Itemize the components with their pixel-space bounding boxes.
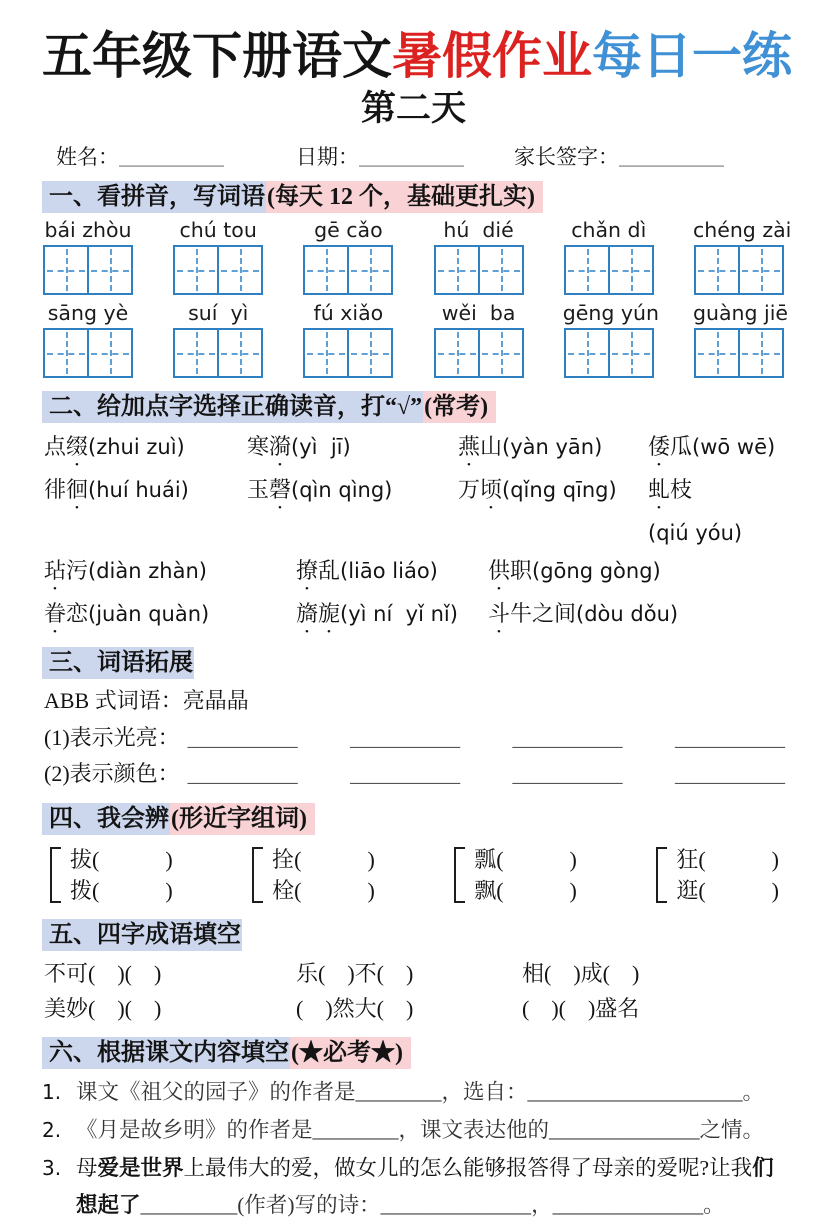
writing-grid: [563, 245, 655, 295]
grid-guide-horizontal: [568, 270, 606, 272]
signature-label: 家长签字：: [514, 145, 619, 169]
hanzi-plain: 恋: [66, 601, 89, 626]
hanzi: [458, 477, 502, 502]
pair-column: [474, 844, 577, 906]
answer-blank[interactable]: __________: [187, 761, 298, 786]
section2-heading: [42, 390, 785, 424]
hanzi-plain: 牛之间: [510, 601, 577, 626]
pair-line-top[interactable]: [474, 844, 577, 875]
hanzi: [296, 558, 340, 583]
section3-heading: [42, 646, 785, 680]
hanzi-plain: 枝: [670, 477, 693, 502]
pair-char: 栓: [272, 878, 295, 903]
answer-blank[interactable]: __________: [512, 725, 623, 750]
dotted-word-item[interactable]: [488, 595, 785, 638]
pair-column: [676, 844, 779, 906]
hanzi-dotted: 顷: [480, 477, 503, 502]
pinyin-word-group: [172, 218, 264, 295]
question-number: 1.: [42, 1080, 62, 1104]
question-text[interactable]: [76, 1156, 774, 1217]
writing-grid: [302, 328, 394, 378]
abb-example-line: ABB 式词语：亮晶晶: [44, 688, 249, 713]
dotted-word-item[interactable]: [296, 552, 488, 595]
pinyin-text: chú tou: [179, 218, 257, 242]
hanzi: [648, 477, 692, 502]
char-pair: [454, 844, 577, 906]
pair-bracket: [252, 847, 263, 903]
grid-guide-horizontal: [438, 270, 476, 272]
pinyin-text: hú dié: [443, 218, 514, 242]
pinyin-options[interactable]: (huí huái): [88, 478, 189, 502]
date-blank[interactable]: ＿＿＿＿＿: [359, 145, 464, 169]
section4-heading: [42, 802, 785, 836]
pair-bracket: [656, 847, 667, 903]
hanzi-dotted: 旖旎: [296, 601, 341, 626]
answer-blank[interactable]: __________: [674, 725, 785, 750]
hanzi-dotted: 斗: [488, 601, 511, 626]
writing-grid: [302, 245, 394, 295]
pinyin-row-2: [42, 301, 789, 378]
pair-line-top[interactable]: [272, 844, 375, 875]
pinyin-word-group: [302, 301, 394, 378]
writing-cell[interactable]: [608, 328, 654, 378]
pair-line-bottom[interactable]: [474, 875, 577, 906]
writing-grid: [42, 245, 134, 295]
answer-blank[interactable]: __________: [187, 725, 298, 750]
fill-line-color: [44, 756, 785, 792]
section4-heading-note: (形近字组词): [170, 803, 315, 835]
section2-heading-note: (常考): [423, 391, 496, 423]
fill-line-bright: [44, 720, 785, 756]
pair-char: 拴: [272, 847, 295, 872]
answer-blank[interactable]: __________: [350, 761, 461, 786]
answer-paren[interactable]: ( ): [698, 847, 779, 872]
pinyin-text: bái zhòu: [44, 218, 132, 242]
pinyin-options[interactable]: (qìn qìng): [291, 478, 393, 502]
writing-grid: [433, 245, 525, 295]
section4-heading-main: 四、我会辨: [42, 803, 170, 835]
writing-cell[interactable]: [564, 245, 610, 295]
hanzi-dotted: 玷: [44, 558, 67, 583]
writing-cell[interactable]: [694, 245, 740, 295]
section1-heading: [42, 180, 785, 214]
pronunciation-row-3: [44, 552, 785, 595]
pinyin-word-group: [692, 218, 792, 295]
date-field: [296, 142, 514, 172]
hanzi-plain: 徘: [44, 477, 67, 502]
grid-guide-horizontal: [177, 270, 215, 272]
pinyin-row-1: [42, 218, 792, 295]
char-pairs-row: [50, 844, 779, 906]
section2-heading-main: 二、给加点字选择正确读音，打“√”: [42, 391, 423, 423]
grid-guide-horizontal: [438, 353, 476, 355]
char-pair: [50, 844, 173, 906]
writing-cell[interactable]: [347, 328, 393, 378]
hanzi: [247, 434, 291, 459]
grid-guide-horizontal: [482, 270, 520, 272]
pinyin-text: suí yì: [188, 301, 249, 325]
name-label: 姓名：: [56, 145, 119, 169]
page-title: [42, 28, 792, 84]
pinyin-options[interactable]: (liāo liáo): [340, 559, 438, 583]
dotted-word-item[interactable]: [44, 471, 247, 552]
grid-guide-horizontal: [742, 270, 780, 272]
dotted-word-item[interactable]: [296, 595, 488, 638]
writing-grid: [693, 245, 785, 295]
pinyin-word-group: [42, 301, 134, 378]
pinyin-text: gē cǎo: [314, 218, 383, 242]
section3-heading-main: 三、词语拓展: [42, 647, 194, 679]
section6-heading: [42, 1036, 785, 1070]
pinyin-options[interactable]: (diàn zhàn): [88, 559, 207, 583]
grid-guide-horizontal: [698, 270, 736, 272]
pinyin-word-group: [302, 218, 394, 295]
pinyin-word-group: [172, 301, 264, 378]
hanzi-plain: 玉: [247, 477, 270, 502]
pinyin-options[interactable]: (dòu dǒu): [576, 602, 679, 626]
answer-blank[interactable]: __________: [350, 725, 461, 750]
writing-cell[interactable]: [564, 328, 610, 378]
section6-heading-note: (★必考★): [290, 1037, 411, 1069]
hanzi: [44, 434, 88, 459]
pronunciation-row-1: [44, 428, 785, 471]
grid-guide-horizontal: [742, 353, 780, 355]
answer-paren[interactable]: ( ): [92, 878, 173, 903]
pronunciation-row-4: [44, 595, 785, 638]
pair-char: 逛: [676, 878, 699, 903]
signature-blank[interactable]: ＿＿＿＿＿: [619, 145, 724, 169]
question-2: [42, 1112, 785, 1149]
hanzi-dotted: 漪: [269, 434, 292, 459]
writing-cell[interactable]: [434, 328, 480, 378]
pair-char: 飘: [474, 878, 497, 903]
writing-cell[interactable]: [87, 328, 133, 378]
dotted-word-item[interactable]: [488, 552, 785, 595]
hanzi: [296, 601, 340, 626]
pinyin-options[interactable]: (qiú yóu): [648, 521, 743, 545]
grid-guide-horizontal: [612, 270, 650, 272]
title-part-blue: 每日一练: [592, 28, 792, 84]
answer-blank[interactable]: __________: [674, 761, 785, 786]
writing-grid: [563, 328, 655, 378]
writing-grid: [42, 328, 134, 378]
writing-cell[interactable]: [738, 245, 784, 295]
pinyin-text: guàng jiē: [692, 301, 789, 325]
idiom-blank-item[interactable]: 美妙( )( ): [44, 996, 162, 1021]
pinyin-word-group: [42, 218, 134, 295]
signature-field: [514, 142, 724, 172]
grid-guide-horizontal: [351, 270, 389, 272]
answer-paren[interactable]: ( ): [496, 878, 577, 903]
day-subtitle: 第二天: [360, 89, 466, 128]
writing-cell[interactable]: [217, 245, 263, 295]
writing-cell[interactable]: [43, 328, 89, 378]
answer-paren[interactable]: ( ): [92, 847, 173, 872]
dotted-word-item[interactable]: [648, 428, 785, 471]
grid-guide-horizontal: [482, 353, 520, 355]
pinyin-options[interactable]: (juàn quàn): [88, 602, 210, 626]
answer-paren[interactable]: ( ): [294, 847, 375, 872]
pair-line-bottom[interactable]: [272, 875, 375, 906]
question-number: 3.: [42, 1156, 62, 1180]
fill-line-label: (1)表示光亮：: [44, 725, 180, 750]
hanzi-dotted: 眷: [44, 601, 67, 626]
dotted-word-item[interactable]: [648, 471, 785, 552]
section6-heading-main: 六、根据课文内容填空: [42, 1037, 290, 1069]
blank-group: [188, 720, 785, 756]
hanzi: [44, 558, 88, 583]
hanzi-dotted: 供: [488, 558, 511, 583]
pinyin-text: fú xiǎo: [313, 301, 384, 325]
dotted-word-item[interactable]: [247, 471, 458, 552]
hanzi-plain: 瓜: [670, 434, 693, 459]
pinyin-text: chǎn dì: [571, 218, 647, 242]
grid-guide-horizontal: [307, 270, 345, 272]
hanzi: [648, 434, 692, 459]
question-text-part: 母: [76, 1156, 98, 1180]
writing-cell[interactable]: [217, 328, 263, 378]
writing-cell[interactable]: [173, 245, 219, 295]
dotted-word-item[interactable]: [458, 428, 648, 471]
hanzi-dotted: 倭: [648, 434, 671, 459]
hanzi-plain: 污: [66, 558, 89, 583]
hanzi-plain: 万: [458, 477, 481, 502]
pair-char: 拨: [70, 878, 93, 903]
pair-line-bottom[interactable]: [70, 875, 173, 906]
char-pair: [252, 844, 375, 906]
answer-blank[interactable]: __________: [512, 761, 623, 786]
hanzi: [488, 558, 532, 583]
idiom-blank-item[interactable]: 不可( )( ): [44, 961, 162, 986]
idiom-blank-item[interactable]: 相( )成( ): [522, 961, 640, 986]
grid-guide-horizontal: [177, 353, 215, 355]
section1-heading-note: (每天 12 个，基础更扎实): [266, 181, 543, 213]
idiom-blank-item[interactable]: ( )然大( ): [296, 996, 414, 1021]
hanzi-plain: 职: [510, 558, 533, 583]
grid-guide-horizontal: [91, 270, 129, 272]
hanzi-plain: 寒: [247, 434, 270, 459]
hanzi-dotted: 徊: [66, 477, 89, 502]
writing-cell[interactable]: [87, 245, 133, 295]
hanzi-dotted: 虬: [648, 477, 671, 502]
hanzi: [44, 601, 88, 626]
hanzi-plain: 乱: [318, 558, 341, 583]
pinyin-word-group: [692, 301, 789, 378]
date-label: 日期：: [296, 145, 359, 169]
grid-guide-horizontal: [47, 353, 85, 355]
dotted-word-item[interactable]: [247, 428, 458, 471]
hanzi-plain: 点: [44, 434, 67, 459]
grid-guide-horizontal: [351, 353, 389, 355]
dotted-word-item[interactable]: [44, 428, 247, 471]
dotted-word-item[interactable]: [44, 595, 296, 638]
grid-guide-horizontal: [307, 353, 345, 355]
title-part-black: 五年级下册语文: [42, 28, 392, 84]
pinyin-text: wěi ba: [441, 301, 516, 325]
hanzi-dotted: 磬: [269, 477, 292, 502]
pinyin-text: chéng zài: [692, 218, 792, 242]
dotted-word-item[interactable]: [44, 552, 296, 595]
hanzi-dotted: 撩: [296, 558, 319, 583]
pair-line-top[interactable]: [70, 844, 173, 875]
grid-guide-horizontal: [221, 353, 259, 355]
answer-paren[interactable]: ( ): [496, 847, 577, 872]
hanzi: [488, 601, 576, 626]
pinyin-word-group: [563, 218, 655, 295]
section5-heading: [42, 918, 785, 952]
pinyin-options[interactable]: (yì ní yǐ nǐ): [340, 602, 458, 626]
idiom-blank-item[interactable]: ( )( )盛名: [522, 996, 640, 1021]
question-text[interactable]: 《月是故乡明》的作者是________，课文表达他的______________之情。: [76, 1118, 765, 1142]
writing-cell[interactable]: [43, 245, 89, 295]
grid-guide-horizontal: [568, 353, 606, 355]
writing-cell[interactable]: [173, 328, 219, 378]
pair-char: 狂: [676, 847, 699, 872]
writing-cell[interactable]: [478, 245, 524, 295]
hanzi-plain: 山: [480, 434, 503, 459]
question-text[interactable]: 课文《祖父的园子》的作者是________，选自：____________________。: [76, 1080, 765, 1104]
writing-grid: [433, 328, 525, 378]
answer-paren[interactable]: ( ): [698, 878, 779, 903]
name-field: [56, 142, 296, 172]
writing-cell[interactable]: [347, 245, 393, 295]
writing-cell[interactable]: [738, 328, 784, 378]
writing-grid: [172, 328, 264, 378]
idiom-row-1: [44, 956, 785, 991]
blank-group: [188, 756, 785, 792]
section5-heading-main: 五、四字成语填空: [42, 919, 242, 951]
pair-char: 瓢: [474, 847, 497, 872]
writing-cell[interactable]: [608, 245, 654, 295]
question-text-bold: 们想起了: [76, 1156, 774, 1217]
pinyin-options[interactable]: (yàn yān): [502, 435, 603, 459]
grid-guide-horizontal: [612, 353, 650, 355]
writing-grid: [693, 328, 785, 378]
title-part-red: 暑假作业: [392, 28, 592, 84]
writing-cell[interactable]: [303, 245, 349, 295]
dotted-word-item[interactable]: [458, 471, 648, 552]
pinyin-options[interactable]: (qǐng qīng): [502, 478, 617, 502]
pair-line-bottom[interactable]: [676, 875, 779, 906]
question-number: 2.: [42, 1118, 62, 1142]
question-3: [42, 1150, 785, 1224]
question-1: [42, 1074, 785, 1111]
pinyin-text: sāng yè: [47, 301, 129, 325]
pair-char: 拔: [70, 847, 93, 872]
idiom-row-2: [44, 991, 785, 1026]
grid-guide-horizontal: [221, 270, 259, 272]
pair-column: [70, 844, 173, 906]
question-text-part[interactable]: _________(作者)写的诗：______________，______________。: [140, 1193, 725, 1217]
pinyin-word-group: [433, 218, 525, 295]
pinyin-text: gēng yún: [562, 301, 660, 325]
writing-cell[interactable]: [694, 328, 740, 378]
hanzi-dotted: 燕: [458, 434, 481, 459]
hanzi: [247, 477, 291, 502]
hanzi: [44, 477, 88, 502]
pair-bracket: [50, 847, 61, 903]
pinyin-word-group: [562, 301, 660, 378]
grid-guide-horizontal: [698, 353, 736, 355]
pair-column: [272, 844, 375, 906]
grid-guide-horizontal: [91, 353, 129, 355]
char-pair: [656, 844, 779, 906]
question-text-part: 上最伟大的爱，做女儿的怎么能够报答得了母亲的爱呢?让我: [183, 1156, 753, 1180]
writing-cell[interactable]: [478, 328, 524, 378]
fill-line-label: (2)表示颜色：: [44, 761, 180, 786]
question-text-bold: 爱是世界: [97, 1156, 184, 1180]
grid-guide-horizontal: [47, 270, 85, 272]
writing-cell[interactable]: [434, 245, 480, 295]
idiom-blank-item[interactable]: 乐( )不( ): [296, 961, 414, 986]
pair-line-top[interactable]: [676, 844, 779, 875]
name-blank[interactable]: ＿＿＿＿＿: [119, 145, 224, 169]
pinyin-options[interactable]: (gōng gòng): [532, 559, 661, 583]
pinyin-options[interactable]: (zhui zuì): [88, 435, 185, 459]
hanzi-dotted: 缀: [66, 434, 89, 459]
pinyin-options[interactable]: (wō wē): [692, 435, 776, 459]
pair-bracket: [454, 847, 465, 903]
hanzi: [458, 434, 502, 459]
pinyin-options[interactable]: (yì jī): [291, 435, 351, 459]
answer-paren[interactable]: ( ): [294, 878, 375, 903]
pinyin-word-group: [433, 301, 525, 378]
pronunciation-row-2: [44, 471, 785, 552]
writing-grid: [172, 245, 264, 295]
writing-cell[interactable]: [303, 328, 349, 378]
section1-heading-main: 一、看拼音，写词语: [42, 181, 266, 213]
info-row: [56, 142, 785, 172]
